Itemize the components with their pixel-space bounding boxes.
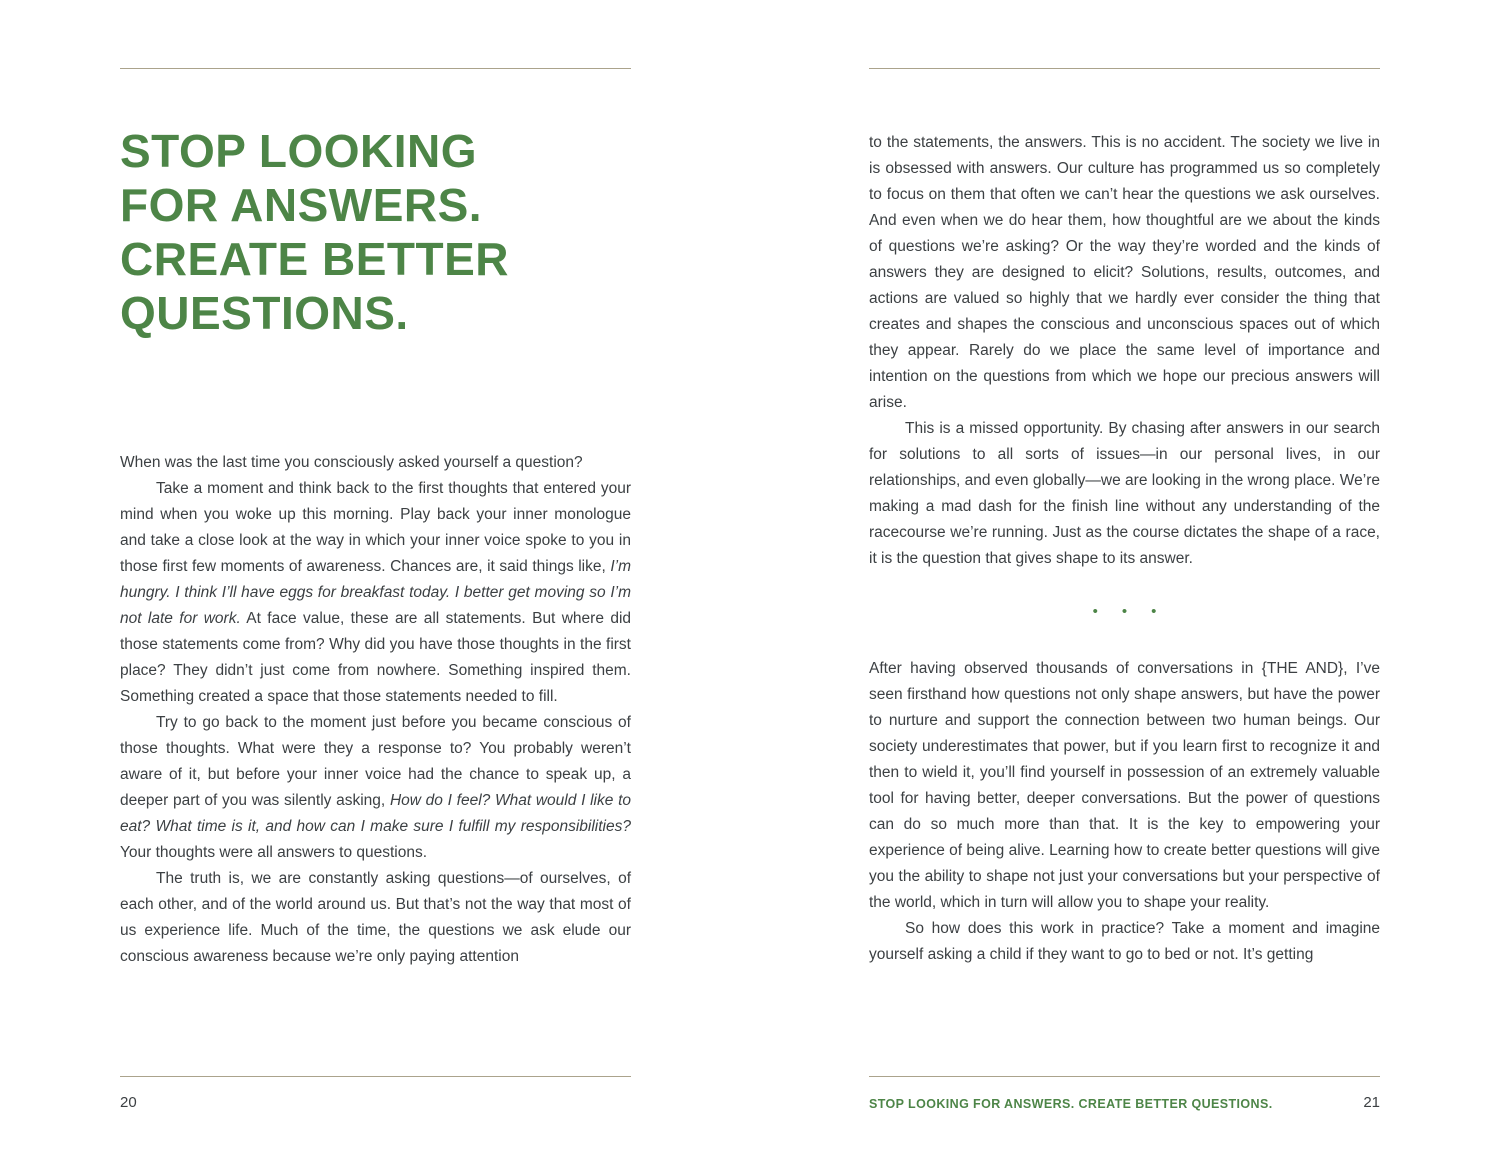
chapter-title-line: STOP LOOKING [120,125,478,177]
text-run: I’m hungry. I think I’ll have eggs for breakfast today. I better get moving so I’m not late for work. [120,558,631,627]
body-paragraphs-after-break [869,656,1380,968]
paragraph [120,450,631,476]
bottom-rule-right [869,1076,1380,1077]
body-paragraphs-before-break [869,130,1380,572]
top-rule-right [869,68,1380,69]
text-run: This is a missed opportunity. By chasing after answers in our search for solutions to all sorts of issues—in our personal lives, in our relationships, and even globally—we are looking in the wrong place. We’re making a mad dash for the finish line without any understanding of the racecourse we’re running. Just as the course dictates the shape of a race, it is the question that gives shape to its answer. [869,420,1380,567]
page-number-left: 20 [120,1094,137,1111]
text-run: At face value, these are all statements. But where did those statements come from? Why did you have those thoughts in the first place? They didn’t just come from nowhere. Something inspired them. Something created a space that those statements needed to fill. [120,610,632,705]
text-run: Your thoughts were all answers to questions. [120,844,428,861]
text-run: So how does this work in practice? Take a moment and imagine yourself asking a child if they want to go to bed or not. It’s getting [869,920,1380,963]
section-break-dots: ••• [1092,603,1181,620]
paragraph [869,416,1380,572]
chapter-title-line: FOR ANSWERS. [120,179,483,231]
chapter-title-line: QUESTIONS. [120,287,409,339]
text-run: to the statements, the answers. This is no accident. The society we live in is obsessed with answers. Our culture has programmed us so completely to focus on them that often we can’t hear the questions we ask ourselves. And even when we do hear them, how thoughtful are we about the kinds of questions we’re asking? Or the way they’re worded and the kinds of answers they are designed to elicit? Solutions, results, outcomes, and actions are valued so highly that we hardly ever consider the thing that creates and shapes the conscious and unconscious spaces out of which they appear. Rarely do we place the same level of importance and intention on the questions from which we hope our precious answers will arise. [869,134,1380,411]
text-run: How do I feel? What would I like to eat? What time is it, and how can I make sure I fulfill my responsibilities? [120,792,631,835]
paragraph [120,476,631,710]
chapter-title [120,124,631,340]
text-run: The truth is, we are constantly asking questions—of ourselves, of each other, and of the world around us. But that’s not the way that most of us experience life. Much of the time, the questions we ask elude our conscious awareness because we’re only paying attention [120,870,631,965]
chapter-title-line: CREATE BETTER [120,233,509,285]
top-rule-left [120,68,631,69]
text-run: After having observed thousands of conversations in {THE AND}, I’ve seen firsthand how questions not only shape answers, but have the power to nurture and support the connection between two human beings. Our society underestimates that power, but if you learn first to recognize it and then to wield it, you’ll find yourself in possession of an extremely valuable tool for having better, deeper conversations. But the power of questions can do so much more than that. It is the key to empowering your experience of being alive. Learning how to create better questions will give you the ability to shape not just your conversations but your perspective of the world, which in turn will allow you to shape your reality. [869,660,1380,911]
page-number-right: 21 [1363,1094,1380,1111]
left-page [120,0,631,1159]
text-run: Try to go back to the moment just before you became conscious of those thoughts. What were they a response to? You probably weren’t aware of it, but before your inner voice had the chance to speak up, a deeper part of you was silently asking, [120,714,631,809]
paragraph [869,656,1380,916]
running-footer-title: STOP LOOKING FOR ANSWERS. CREATE BETTER QUESTIONS. [869,1097,1273,1111]
bottom-rule-left [120,1076,631,1077]
paragraph [869,130,1380,416]
paragraph [120,710,631,866]
text-run: Take a moment and think back to the first thoughts that entered your mind when you woke up this morning. Play back your inner monologue and take a close look at the way in which your inner voice spoke to you in those first few moments of awareness. Chances are, it said things like, [120,480,631,575]
paragraph [869,916,1380,968]
right-page [869,0,1380,1159]
body-text-left [120,450,631,970]
body-text-right [869,130,1380,968]
text-run: When was the last time you consciously asked yourself a question? [120,454,583,471]
paragraph [120,866,631,970]
